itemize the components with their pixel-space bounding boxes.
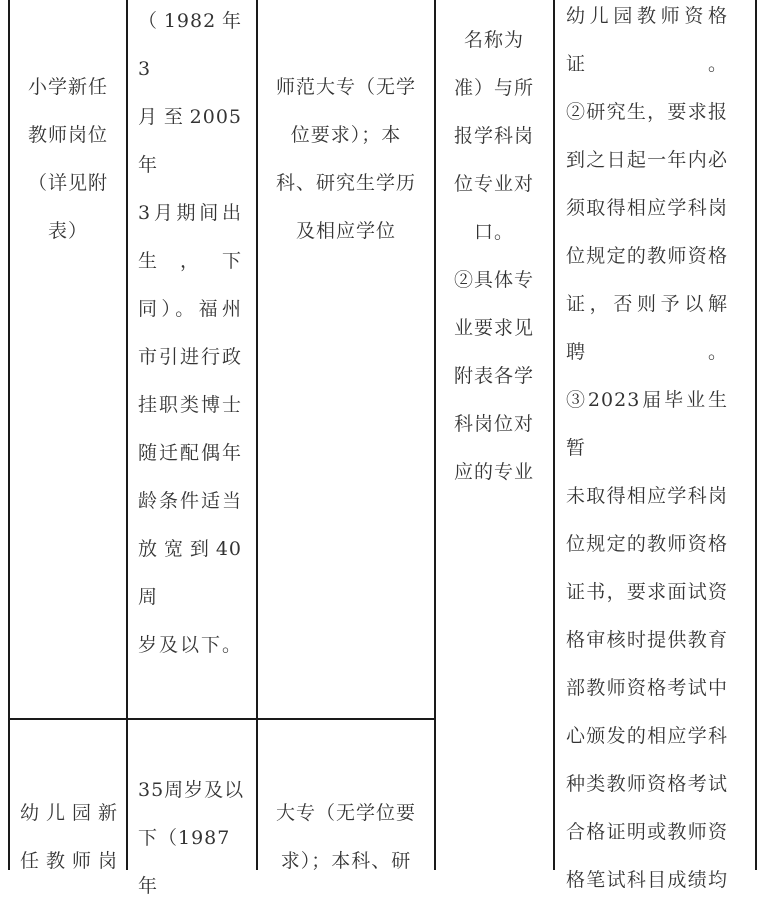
major-cell-primary: 名称为 准）与所 报学科岗 位专业对 口。 ②具体专 业要求见 附表各学 科岗位对 应的专业 [453, 29, 534, 483]
row-divider [8, 718, 436, 720]
position-cell-kindergarten-teacher: 幼儿园新 任教师岗 [20, 802, 118, 872]
age-requirement-cell-primary: （1982年3 月至2005年 3月期间出 生，下 同）。福州 市引进行政 挂职类博士 随迁配偶年 龄条件适当 放宽到40周 岁及以下。 [138, 10, 242, 656]
age-requirement-cell-kindergarten: 35周岁及以 下（1987年 [138, 779, 245, 897]
education-cell-kindergarten: 大专（无学位要 求）；本科、研 [275, 802, 416, 872]
table-border-right [755, 0, 757, 870]
requirements-cell: 幼儿园教师资格 证。 ②研究生，要求报 到之日起一年内必 须取得相应学科岗 位规定的教师资格 证，否则予以解 聘。 ③2023届毕业生暂 未取得相应学科岗 位规定的教师资格 证书，要求面试资 格审核时提供教育 部教师资格考试中 心颁发的相应学科 种类教师资格考试 合格证明或教师资 格笔试科目成绩均 [566, 5, 728, 891]
education-cell-primary: 师范大专（无学 位要求）；本 科、研究生学历 及相应学位 [275, 76, 416, 242]
table-border-col3 [434, 0, 436, 870]
table-border-col4 [553, 0, 555, 870]
table-border-col1 [126, 0, 128, 870]
position-cell-primary-teacher: 小学新任 教师岗位 （详见附 表） [27, 76, 108, 242]
